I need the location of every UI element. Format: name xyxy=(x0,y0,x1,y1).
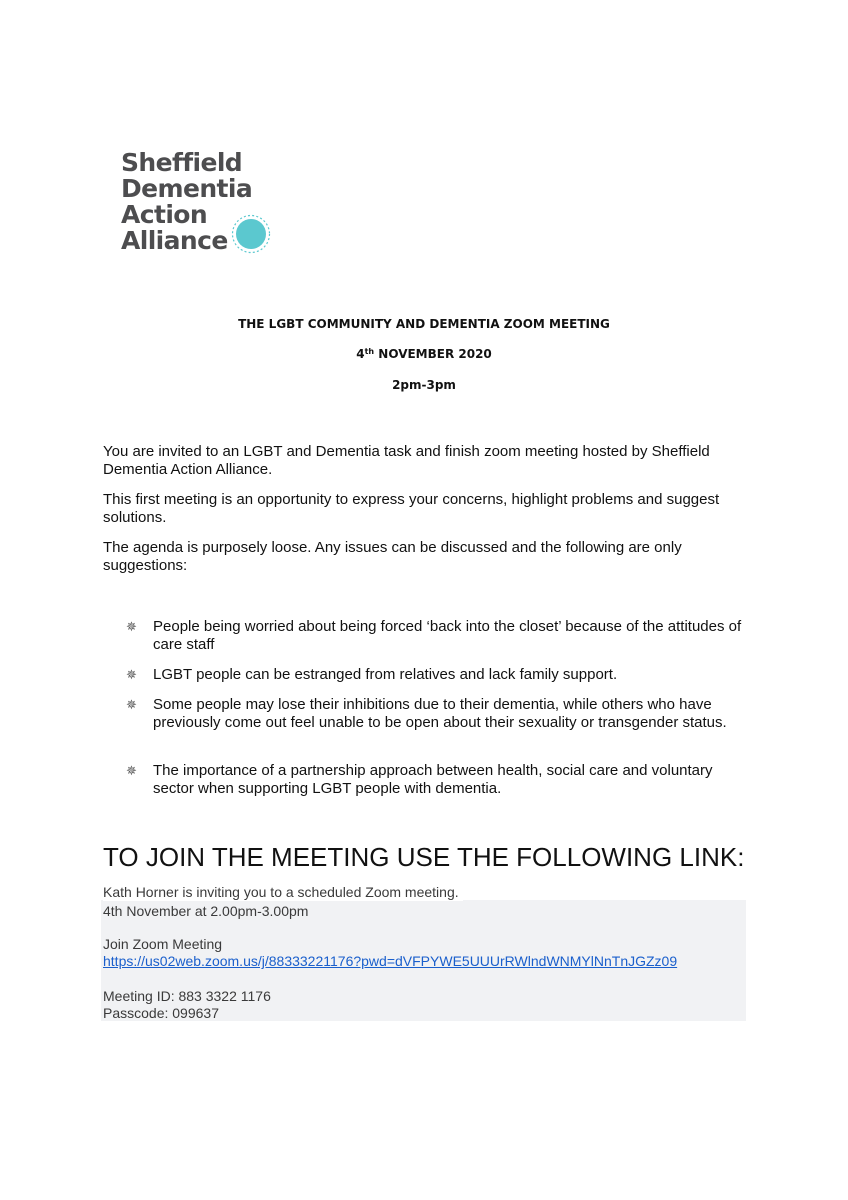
list-item xyxy=(126,762,746,798)
sparkle-bullet-icon: ✵ xyxy=(126,668,137,683)
zoom-invite-text: Kath Horner is inviting you to a scheduled Zoom meeting. xyxy=(103,884,463,901)
meeting-id-text: Meeting ID: 883 3322 1176 xyxy=(103,988,271,1004)
intro-paragraph: You are invited to an LGBT and Dementia task and finish zoom meeting hosted by Sheffield Dementia Action Alliance. xyxy=(103,443,710,478)
zoom-date-text: 4th November at 2.00pm-3.00pm xyxy=(103,903,309,919)
join-meeting-heading: TO JOIN THE MEETING USE THE FOLLOWING LINK: xyxy=(103,842,745,872)
meeting-title: THE LGBT COMMUNITY AND DEMENTIA ZOOM MEETING xyxy=(238,317,610,331)
logo-line-3: Action xyxy=(121,200,208,229)
sparkle-bullet-icon: ✵ xyxy=(126,764,137,779)
passcode-text: Passcode: 099637 xyxy=(103,1005,219,1021)
bullet-text: Some people may lose their inhibitions due to their dementia, while others who have previously come out feel unable to be open about their sexuality or transgender status. xyxy=(153,696,727,731)
sparkle-bullet-icon: ✵ xyxy=(126,620,137,635)
meeting-date: 4th NOVEMBER 2020 xyxy=(356,347,492,361)
bullet-text: LGBT people can be estranged from relatives and lack family support. xyxy=(153,666,618,683)
logo-line-4: Alliance xyxy=(121,226,228,255)
logo-circle-icon xyxy=(229,212,273,256)
bullet-text: The importance of a partnership approach between health, social care and voluntary sector when supporting LGBT people with dementia. xyxy=(153,762,713,797)
list-item xyxy=(126,696,746,732)
join-zoom-label: Join Zoom Meeting xyxy=(103,936,223,952)
logo-line-1: Sheffield xyxy=(121,148,243,177)
logo-line-2: Dementia xyxy=(121,174,253,203)
bullet-text: People being worried about being forced ‘back into the closet’ because of the attitudes of care staff xyxy=(153,618,742,653)
sheffield-dementia-action-alliance-logo xyxy=(121,150,281,254)
list-item xyxy=(126,666,617,684)
list-item xyxy=(126,618,746,654)
sparkle-bullet-icon: ✵ xyxy=(126,698,137,713)
agenda-paragraph: The agenda is purposely loose. Any issues can be discussed and the following are only suggestions: xyxy=(103,539,682,574)
zoom-meeting-link[interactable]: https://us02web.zoom.us/j/88333221176?pwd=dVFPYWE5UUUrRWlndWNMYlNnTnJGZz09 xyxy=(103,953,678,969)
purpose-paragraph: This first meeting is an opportunity to express your concerns, highlight problems and suggest solutions. xyxy=(103,491,720,526)
meeting-time: 2pm-3pm xyxy=(392,378,456,392)
